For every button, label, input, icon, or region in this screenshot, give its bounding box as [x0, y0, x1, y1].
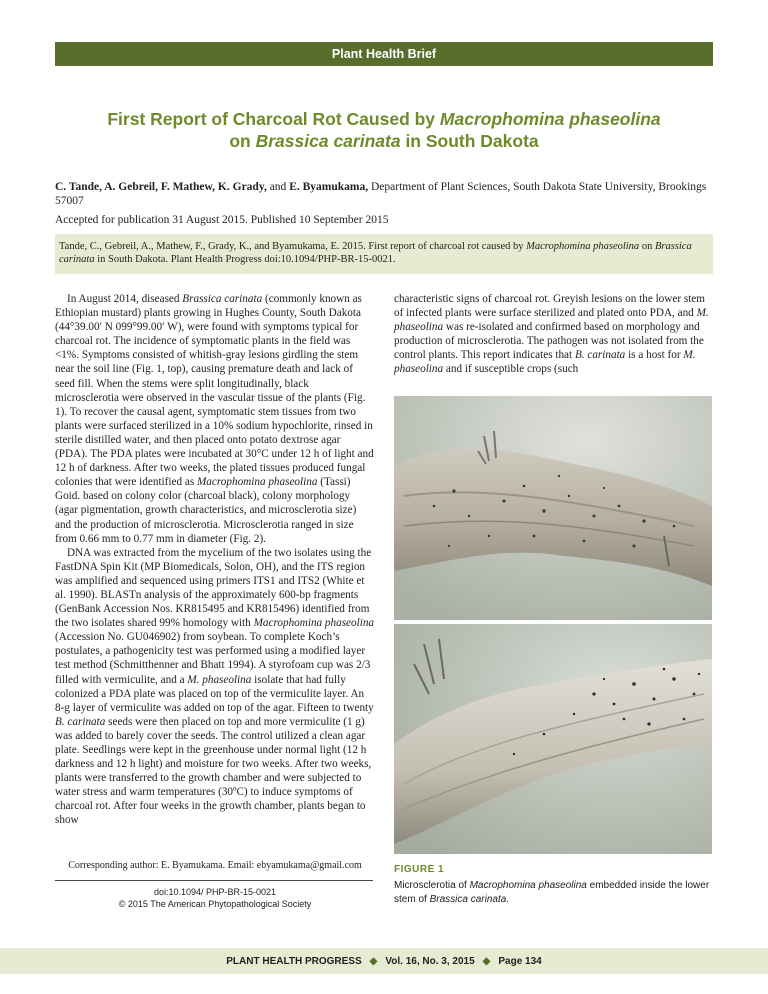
figure-photo-bottom [394, 624, 712, 854]
corresponding-author: Corresponding author: E. Byamukama. Email: ebyamukama@gmail.com [68, 860, 362, 871]
text-run: In August 2014, diseased [67, 293, 183, 305]
article-title [55, 108, 713, 152]
doi-block [55, 886, 375, 910]
species-run: Macrophomina phaseolina [196, 476, 318, 489]
author-names: C. Tande, A. Gebreil, F. Mathew, K. Grady, [55, 181, 267, 193]
text-run: seeds were then placed on top and more vermiculite (1 g) was added to barely cover the seeds. The control utilized a clean agar plate. Seedlings were kept in the greenhouse under normal light (12 h darkness and 12 h light) and moisture for two weeks. After two weeks, plants were transferred to the growth chamber and were subjected to water stress and warm temperatures (30ºC) to induce symptoms of charcoal rot. After four weeks in the growth chamber, plants began to show [55, 715, 372, 827]
text-run: isolate that had fully colonized a PDA plate was placed on top of the vermiculite layer. An 8-g layer of vermiculite was added on top of the agar. Fifteen to twenty [55, 673, 374, 714]
citation-text: in South Dakota. Plant Health Progress doi:10.1094/PHP-BR-15-0021. [94, 254, 396, 265]
species-run: B. carinata [55, 715, 106, 728]
citation-box [55, 234, 713, 274]
author-affiliation: Department of Plant Sciences, South Dakota State University, Brookings 57007 [55, 181, 707, 207]
publication-dates: Accepted for publication 31 August 2015. Published 10 September 2015 [55, 214, 389, 226]
caption-species: Brassica carinata [429, 893, 507, 905]
text-run: (Accession No. GU046902) from soybean. To complete Koch’s postulates, a pathogenicity test was performed using a modified layer test method (Schmitthenner and Bhatt 1994). A styrofoam cup was 2/3 filled with vermiculite, and a [55, 631, 371, 686]
caption-text: . [506, 893, 510, 905]
text-run: (commonly known as Ethiopian mustard) plants growing in Hughes County, South Dakota (44°39.00′ N 099°99.00′ W), were found with symptoms typical for charcoal rot. The incidence of symptomatic plants in the field was <1%. Symptoms consisted of whitish-gray lesions girdling the stem near the soil line (Fig. 1, top), causing premature death and lack of seed fill. When the stems were split longitudinally, black microsclerotia were observed in the vascular tissue of the plants (Fig. 1). To recover the causal agent, symptomatic stem tissues from two plants were surfaced sterilized in a 10% sodium hypochlorite, rinsed in sterile distilled water, and then placed onto potato dextrose agar (PDA). The PDA plates were incubated at 30°C under 12 h of light and 12 h of darkness. After two weeks, the plated tissues produced fungal colonies that were identified as [55, 293, 374, 489]
text-run: DNA was extracted from the mycelium of the two isolates using the FastDNA Spin Kit (MP Biomedicals, Solon, OH), and the ITS region was amplified and sequenced using primers ITS1 and ITS2 (White et al. 1990). BLASTn analysis of the approximately 600-bp fragments (GenBank Accession Nos. KR815495 and KR815496) identified from the two isolates shared 99% homology with [55, 546, 372, 630]
title-text: on [229, 131, 256, 151]
diamond-icon: ◆ [369, 955, 378, 967]
body-column-right [394, 292, 712, 377]
text-run: characteristic signs of charcoal rot. Greyish lesions on the lower stem of infected plants were surface sterilized and plated onto PDA, and [394, 293, 705, 320]
citation-text: Tande, C., Gebreil, A., Mathew, F., Grady, K., and Byamukama, E. 2015. First report of charcoal rot caused by [59, 241, 527, 252]
text-run: (Tassi) Goid. based on colony color (charcoal black), colony morphology (agar pigmentation, growth characteristics, and microsclerotia size) and the production of microsclerotia. Microsclerotia ranged in size from 0.66 mm to 0.77 mm in diameter (Fig. 2). [55, 476, 357, 545]
journal-name: PLANT HEALTH PROGRESS [226, 955, 362, 967]
citation-species: Macrophomina phaseolina [526, 241, 640, 252]
caption-text: Microsclerotia of [394, 880, 470, 891]
caption-text: embedded inside the lower stem of [394, 880, 710, 905]
authors-line [55, 180, 713, 208]
paragraph-1 [55, 292, 375, 546]
doi-text: doi:10.1094/ PHP-BR-15-0021 [153, 887, 277, 897]
stem-photo-top [394, 396, 712, 620]
volume-info: Vol. 16, No. 3, 2015 [385, 955, 475, 967]
diamond-icon: ◆ [482, 955, 491, 967]
title-species: Macrophomina phaseolina [439, 109, 661, 129]
text-run: and if susceptible crops (such [443, 363, 579, 376]
figure-photo-top [394, 396, 712, 620]
figure-label: FIGURE 1 [394, 864, 445, 875]
section-header-bar [55, 42, 713, 66]
citation-text: on [639, 241, 655, 252]
species-run: M. phaseolina [394, 307, 709, 334]
title-text: in South Dakota [400, 131, 539, 151]
paragraph-3 [394, 292, 712, 377]
species-run: B. carinata [574, 349, 626, 362]
title-species: Brassica carinata [255, 131, 401, 151]
citation-species: Brassica carinata [59, 241, 692, 265]
page-number: Page 134 [498, 955, 542, 967]
stem-photo-bottom [394, 624, 712, 854]
footnote-divider [55, 880, 373, 881]
paragraph-2 [55, 546, 375, 828]
figure-caption [394, 879, 712, 906]
title-text: First Report of Charcoal Rot Caused by [107, 109, 440, 129]
text-run: was re-isolated and confirmed based on morphology and production of microsclerotia. The pathogen was not isolated from the control plants. This report indicates that [394, 321, 704, 362]
copyright-text: © 2015 The American Phytopathological Society [118, 899, 312, 909]
species-run: M. phaseolina [187, 673, 252, 686]
species-run: Brassica carinata [182, 293, 263, 305]
author-last: E. Byamukama, [289, 181, 369, 193]
page-footer [0, 948, 768, 974]
figure-1 [394, 396, 712, 854]
species-run: M. phaseolina [394, 349, 696, 376]
author-and: and [266, 181, 290, 193]
section-label: Plant Health Brief [331, 47, 437, 61]
caption-species: Macrophomina phaseolina [469, 880, 587, 891]
body-column-left [55, 292, 375, 828]
text-run: is a host for [625, 349, 684, 362]
species-run: Macrophomina phaseolina [253, 617, 375, 630]
